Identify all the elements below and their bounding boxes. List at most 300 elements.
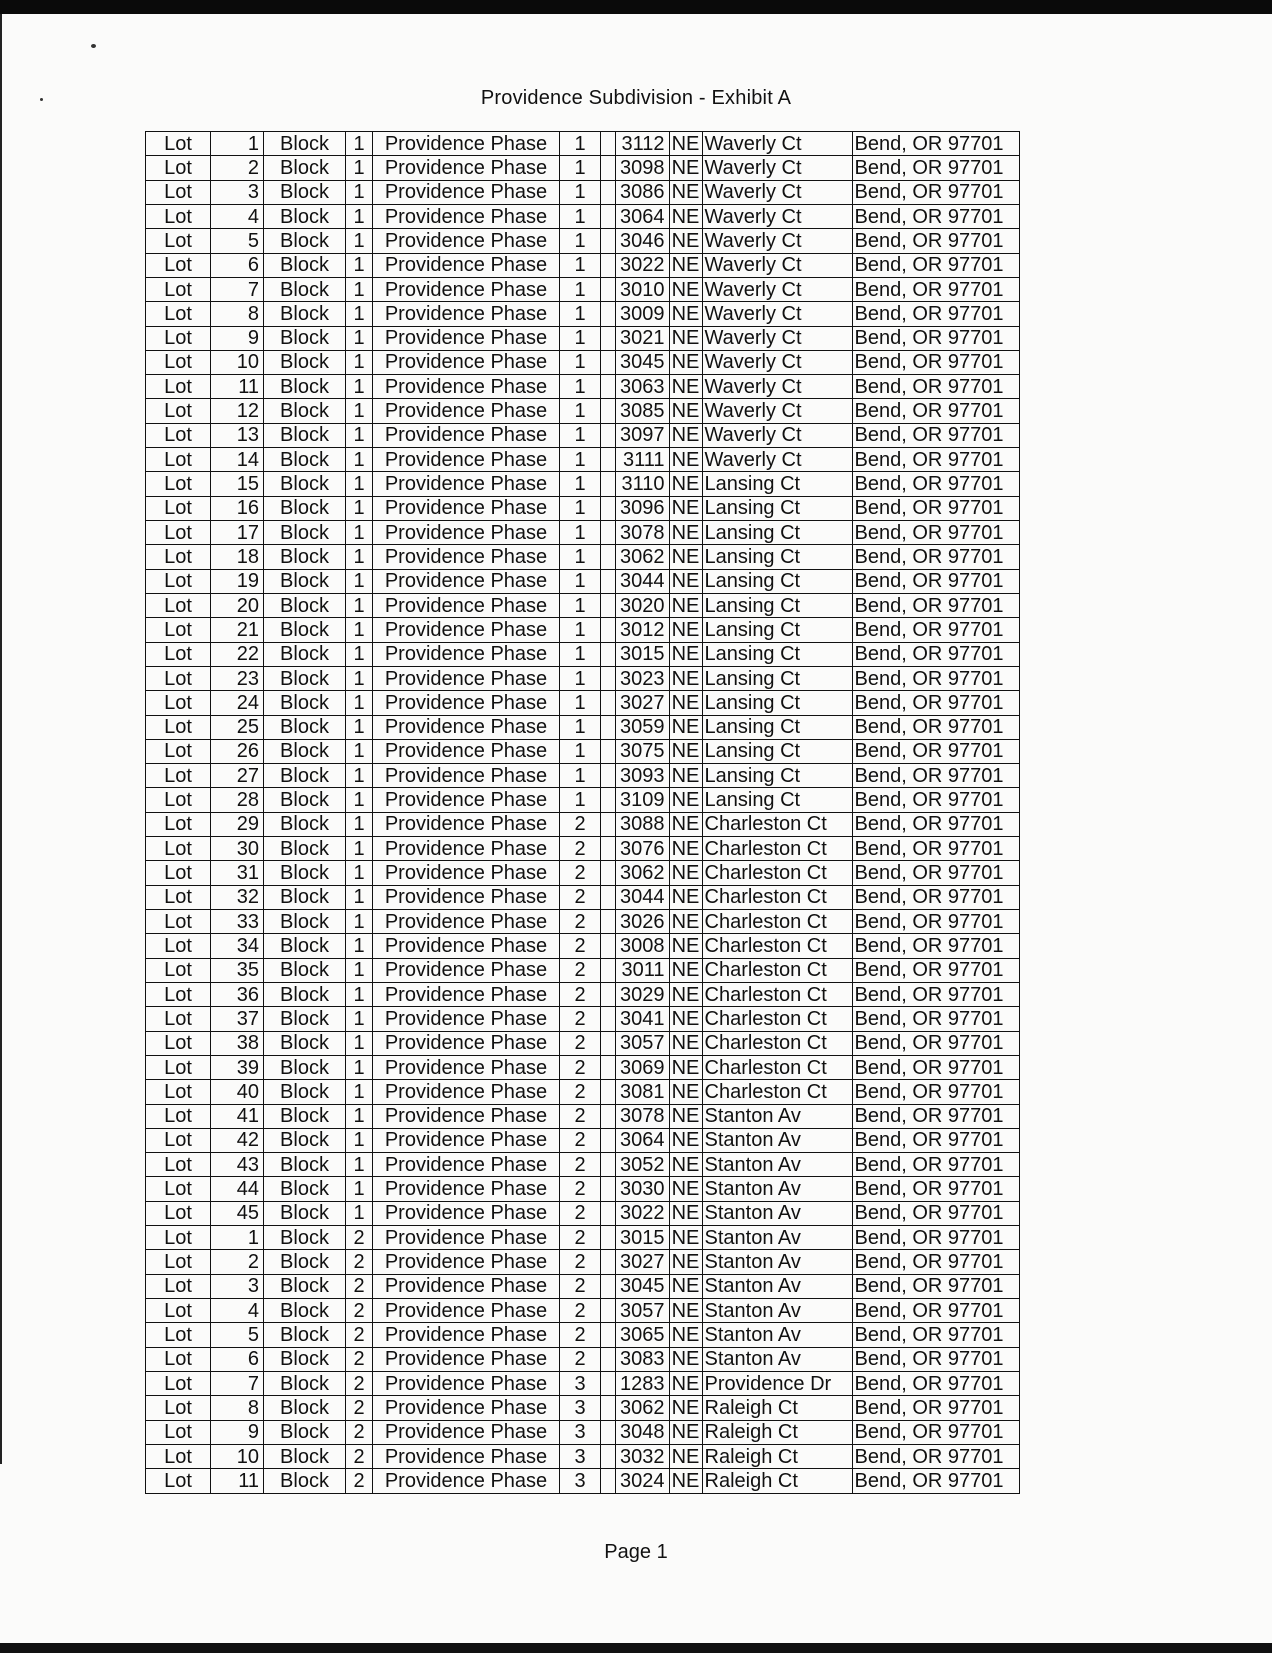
phase-label: Providence Phase bbox=[373, 1347, 560, 1371]
address-number: 3097 bbox=[616, 423, 670, 447]
table-row bbox=[146, 399, 1020, 423]
lot-label: Lot bbox=[146, 1469, 211, 1493]
street-direction: NE bbox=[669, 812, 702, 836]
street-name: Lansing Ct bbox=[702, 593, 852, 617]
street-direction: NE bbox=[669, 204, 702, 228]
address-number: 3062 bbox=[616, 861, 670, 885]
table-row bbox=[146, 593, 1020, 617]
street-name: Lansing Ct bbox=[702, 642, 852, 666]
block-number: 1 bbox=[346, 934, 373, 958]
block-number: 1 bbox=[346, 302, 373, 326]
phase-number: 2 bbox=[560, 1080, 601, 1104]
lot-label: Lot bbox=[146, 1444, 211, 1468]
lot-number: 7 bbox=[211, 277, 264, 301]
table-row bbox=[146, 423, 1020, 447]
lot-number: 18 bbox=[211, 545, 264, 569]
lot-number: 12 bbox=[211, 399, 264, 423]
block-label: Block bbox=[264, 302, 346, 326]
address-number: 3064 bbox=[616, 204, 670, 228]
lot-label: Lot bbox=[146, 472, 211, 496]
street-name: Waverly Ct bbox=[702, 229, 852, 253]
lot-number: 21 bbox=[211, 618, 264, 642]
block-number: 2 bbox=[346, 1299, 373, 1323]
city-state-zip: Bend, OR 97701 bbox=[852, 1274, 1019, 1298]
table-row bbox=[146, 132, 1020, 156]
city-state-zip: Bend, OR 97701 bbox=[852, 666, 1019, 690]
lot-label: Lot bbox=[146, 302, 211, 326]
street-direction: NE bbox=[669, 958, 702, 982]
phase-label: Providence Phase bbox=[373, 375, 560, 399]
phase-label: Providence Phase bbox=[373, 739, 560, 763]
street-direction: NE bbox=[669, 569, 702, 593]
phase-label: Providence Phase bbox=[373, 204, 560, 228]
phase-label: Providence Phase bbox=[373, 618, 560, 642]
table-row bbox=[146, 1469, 1020, 1493]
lot-label: Lot bbox=[146, 1104, 211, 1128]
phase-label: Providence Phase bbox=[373, 156, 560, 180]
empty-cell bbox=[601, 1031, 616, 1055]
document-title: Providence Subdivision - Exhibit A bbox=[480, 87, 792, 109]
block-number: 1 bbox=[346, 739, 373, 763]
phase-label: Providence Phase bbox=[373, 910, 560, 934]
table-row bbox=[146, 1250, 1020, 1274]
phase-number: 2 bbox=[560, 982, 601, 1006]
empty-cell bbox=[601, 715, 616, 739]
table-row bbox=[146, 156, 1020, 180]
empty-cell bbox=[601, 1153, 616, 1177]
phase-label: Providence Phase bbox=[373, 423, 560, 447]
street-direction: NE bbox=[669, 861, 702, 885]
empty-cell bbox=[601, 180, 616, 204]
lot-label: Lot bbox=[146, 1347, 211, 1371]
table-row bbox=[146, 180, 1020, 204]
street-direction: NE bbox=[669, 399, 702, 423]
lot-number: 10 bbox=[211, 350, 264, 374]
phase-label: Providence Phase bbox=[373, 642, 560, 666]
city-state-zip: Bend, OR 97701 bbox=[852, 861, 1019, 885]
address-number: 3011 bbox=[616, 958, 670, 982]
address-number: 3022 bbox=[616, 1201, 670, 1225]
street-name: Stanton Av bbox=[702, 1299, 852, 1323]
phase-label: Providence Phase bbox=[373, 1323, 560, 1347]
block-label: Block bbox=[264, 472, 346, 496]
phase-number: 1 bbox=[560, 715, 601, 739]
lot-number: 39 bbox=[211, 1055, 264, 1079]
lot-label: Lot bbox=[146, 1128, 211, 1152]
street-direction: NE bbox=[669, 1420, 702, 1444]
lot-number: 27 bbox=[211, 764, 264, 788]
block-number: 1 bbox=[346, 253, 373, 277]
block-number: 1 bbox=[346, 982, 373, 1006]
street-direction: NE bbox=[669, 1153, 702, 1177]
block-number: 1 bbox=[346, 521, 373, 545]
block-label: Block bbox=[264, 958, 346, 982]
phase-number: 1 bbox=[560, 399, 601, 423]
block-label: Block bbox=[264, 1371, 346, 1395]
street-name: Waverly Ct bbox=[702, 132, 852, 156]
city-state-zip: Bend, OR 97701 bbox=[852, 521, 1019, 545]
block-number: 1 bbox=[346, 1031, 373, 1055]
city-state-zip: Bend, OR 97701 bbox=[852, 204, 1019, 228]
lot-number: 26 bbox=[211, 739, 264, 763]
block-label: Block bbox=[264, 229, 346, 253]
phase-label: Providence Phase bbox=[373, 1226, 560, 1250]
phase-label: Providence Phase bbox=[373, 326, 560, 350]
address-number: 3032 bbox=[616, 1444, 670, 1468]
street-name: Raleigh Ct bbox=[702, 1444, 852, 1468]
empty-cell bbox=[601, 691, 616, 715]
phase-number: 2 bbox=[560, 1347, 601, 1371]
phase-number: 1 bbox=[560, 350, 601, 374]
block-number: 1 bbox=[346, 569, 373, 593]
lot-label: Lot bbox=[146, 1177, 211, 1201]
phase-number: 2 bbox=[560, 1031, 601, 1055]
street-name: Waverly Ct bbox=[702, 302, 852, 326]
block-label: Block bbox=[264, 350, 346, 374]
phase-label: Providence Phase bbox=[373, 350, 560, 374]
city-state-zip: Bend, OR 97701 bbox=[852, 448, 1019, 472]
lot-label: Lot bbox=[146, 326, 211, 350]
street-direction: NE bbox=[669, 326, 702, 350]
empty-cell bbox=[601, 1396, 616, 1420]
block-number: 1 bbox=[346, 1055, 373, 1079]
block-number: 1 bbox=[346, 350, 373, 374]
street-name: Stanton Av bbox=[702, 1128, 852, 1152]
scan-bottom-border bbox=[0, 1643, 1272, 1653]
phase-label: Providence Phase bbox=[373, 1055, 560, 1079]
table-row bbox=[146, 472, 1020, 496]
table-row bbox=[146, 326, 1020, 350]
lot-label: Lot bbox=[146, 1371, 211, 1395]
street-name: Waverly Ct bbox=[702, 180, 852, 204]
street-direction: NE bbox=[669, 666, 702, 690]
empty-cell bbox=[601, 642, 616, 666]
address-number: 3062 bbox=[616, 545, 670, 569]
empty-cell bbox=[601, 1104, 616, 1128]
table-row bbox=[146, 618, 1020, 642]
phase-number: 1 bbox=[560, 204, 601, 228]
lot-number: 5 bbox=[211, 1323, 264, 1347]
empty-cell bbox=[601, 1371, 616, 1395]
city-state-zip: Bend, OR 97701 bbox=[852, 1347, 1019, 1371]
street-direction: NE bbox=[669, 934, 702, 958]
address-number: 3069 bbox=[616, 1055, 670, 1079]
street-name: Waverly Ct bbox=[702, 326, 852, 350]
block-number: 1 bbox=[346, 885, 373, 909]
street-name: Waverly Ct bbox=[702, 375, 852, 399]
block-label: Block bbox=[264, 1055, 346, 1079]
street-direction: NE bbox=[669, 1226, 702, 1250]
phase-number: 2 bbox=[560, 1055, 601, 1079]
lot-label: Lot bbox=[146, 1031, 211, 1055]
address-number: 3015 bbox=[616, 1226, 670, 1250]
street-name: Stanton Av bbox=[702, 1177, 852, 1201]
table-row bbox=[146, 1226, 1020, 1250]
lot-label: Lot bbox=[146, 958, 211, 982]
street-name: Charleston Ct bbox=[702, 958, 852, 982]
address-number: 3085 bbox=[616, 399, 670, 423]
phase-number: 1 bbox=[560, 521, 601, 545]
phase-number: 3 bbox=[560, 1444, 601, 1468]
street-name: Lansing Ct bbox=[702, 715, 852, 739]
phase-number: 2 bbox=[560, 958, 601, 982]
lot-number: 10 bbox=[211, 1444, 264, 1468]
phase-label: Providence Phase bbox=[373, 958, 560, 982]
lot-label: Lot bbox=[146, 642, 211, 666]
street-name: Raleigh Ct bbox=[702, 1469, 852, 1493]
lot-label: Lot bbox=[146, 1153, 211, 1177]
lot-number: 43 bbox=[211, 1153, 264, 1177]
empty-cell bbox=[601, 1080, 616, 1104]
block-label: Block bbox=[264, 1347, 346, 1371]
lot-number: 1 bbox=[211, 132, 264, 156]
lot-label: Lot bbox=[146, 593, 211, 617]
phase-number: 1 bbox=[560, 180, 601, 204]
street-direction: NE bbox=[669, 302, 702, 326]
empty-cell bbox=[601, 1128, 616, 1152]
empty-cell bbox=[601, 910, 616, 934]
address-number: 1283 bbox=[616, 1371, 670, 1395]
scan-left-edge bbox=[0, 14, 2, 1464]
table-row bbox=[146, 837, 1020, 861]
block-label: Block bbox=[264, 691, 346, 715]
street-direction: NE bbox=[669, 1055, 702, 1079]
lot-label: Lot bbox=[146, 691, 211, 715]
city-state-zip: Bend, OR 97701 bbox=[852, 1104, 1019, 1128]
city-state-zip: Bend, OR 97701 bbox=[852, 934, 1019, 958]
city-state-zip: Bend, OR 97701 bbox=[852, 691, 1019, 715]
street-direction: NE bbox=[669, 229, 702, 253]
lot-label: Lot bbox=[146, 812, 211, 836]
block-number: 1 bbox=[346, 1201, 373, 1225]
phase-label: Providence Phase bbox=[373, 666, 560, 690]
city-state-zip: Bend, OR 97701 bbox=[852, 1420, 1019, 1444]
address-number: 3078 bbox=[616, 521, 670, 545]
address-number: 3057 bbox=[616, 1299, 670, 1323]
street-direction: NE bbox=[669, 1080, 702, 1104]
block-number: 2 bbox=[346, 1420, 373, 1444]
street-name: Stanton Av bbox=[702, 1347, 852, 1371]
lot-number: 19 bbox=[211, 569, 264, 593]
address-number: 3111 bbox=[616, 448, 670, 472]
street-direction: NE bbox=[669, 1104, 702, 1128]
lot-number: 6 bbox=[211, 253, 264, 277]
block-number: 1 bbox=[346, 691, 373, 715]
empty-cell bbox=[601, 1347, 616, 1371]
lot-number: 8 bbox=[211, 302, 264, 326]
address-number: 3052 bbox=[616, 1153, 670, 1177]
block-number: 1 bbox=[346, 180, 373, 204]
city-state-zip: Bend, OR 97701 bbox=[852, 715, 1019, 739]
empty-cell bbox=[601, 423, 616, 447]
city-state-zip: Bend, OR 97701 bbox=[852, 1007, 1019, 1031]
street-direction: NE bbox=[669, 885, 702, 909]
lot-number: 13 bbox=[211, 423, 264, 447]
block-number: 1 bbox=[346, 132, 373, 156]
phase-label: Providence Phase bbox=[373, 1007, 560, 1031]
phase-number: 2 bbox=[560, 1250, 601, 1274]
address-number: 3086 bbox=[616, 180, 670, 204]
lot-label: Lot bbox=[146, 375, 211, 399]
empty-cell bbox=[601, 521, 616, 545]
block-number: 1 bbox=[346, 1153, 373, 1177]
block-label: Block bbox=[264, 1007, 346, 1031]
city-state-zip: Bend, OR 97701 bbox=[852, 399, 1019, 423]
street-name: Charleston Ct bbox=[702, 1080, 852, 1104]
block-label: Block bbox=[264, 1080, 346, 1104]
table-row bbox=[146, 1396, 1020, 1420]
lot-label: Lot bbox=[146, 1226, 211, 1250]
city-state-zip: Bend, OR 97701 bbox=[852, 1469, 1019, 1493]
lot-number: 8 bbox=[211, 1396, 264, 1420]
block-number: 2 bbox=[346, 1469, 373, 1493]
block-number: 1 bbox=[346, 666, 373, 690]
phase-label: Providence Phase bbox=[373, 1031, 560, 1055]
block-number: 2 bbox=[346, 1444, 373, 1468]
phase-number: 1 bbox=[560, 132, 601, 156]
block-number: 1 bbox=[346, 204, 373, 228]
phase-label: Providence Phase bbox=[373, 1420, 560, 1444]
address-number: 3027 bbox=[616, 1250, 670, 1274]
phase-label: Providence Phase bbox=[373, 277, 560, 301]
lot-number: 28 bbox=[211, 788, 264, 812]
city-state-zip: Bend, OR 97701 bbox=[852, 1371, 1019, 1395]
lot-label: Lot bbox=[146, 861, 211, 885]
city-state-zip: Bend, OR 97701 bbox=[852, 1444, 1019, 1468]
block-number: 2 bbox=[346, 1323, 373, 1347]
address-number: 3009 bbox=[616, 302, 670, 326]
empty-cell bbox=[601, 982, 616, 1006]
address-number: 3044 bbox=[616, 569, 670, 593]
block-number: 1 bbox=[346, 156, 373, 180]
street-direction: NE bbox=[669, 253, 702, 277]
street-name: Stanton Av bbox=[702, 1274, 852, 1298]
phase-number: 1 bbox=[560, 739, 601, 763]
lot-number: 42 bbox=[211, 1128, 264, 1152]
phase-label: Providence Phase bbox=[373, 861, 560, 885]
address-number: 3109 bbox=[616, 788, 670, 812]
address-number: 3081 bbox=[616, 1080, 670, 1104]
lot-label: Lot bbox=[146, 1420, 211, 1444]
street-direction: NE bbox=[669, 618, 702, 642]
empty-cell bbox=[601, 593, 616, 617]
block-number: 2 bbox=[346, 1347, 373, 1371]
address-number: 3027 bbox=[616, 691, 670, 715]
street-name: Charleston Ct bbox=[702, 982, 852, 1006]
city-state-zip: Bend, OR 97701 bbox=[852, 1177, 1019, 1201]
lot-table-body bbox=[146, 132, 1020, 1494]
block-label: Block bbox=[264, 569, 346, 593]
block-number: 2 bbox=[346, 1250, 373, 1274]
empty-cell bbox=[601, 1055, 616, 1079]
block-label: Block bbox=[264, 277, 346, 301]
table-row bbox=[146, 715, 1020, 739]
phase-number: 3 bbox=[560, 1469, 601, 1493]
lot-label: Lot bbox=[146, 132, 211, 156]
lot-label: Lot bbox=[146, 253, 211, 277]
lot-label: Lot bbox=[146, 1007, 211, 1031]
phase-number: 2 bbox=[560, 812, 601, 836]
street-name: Stanton Av bbox=[702, 1153, 852, 1177]
street-name: Lansing Ct bbox=[702, 545, 852, 569]
table-row bbox=[146, 1201, 1020, 1225]
lot-label: Lot bbox=[146, 934, 211, 958]
block-number: 2 bbox=[346, 1274, 373, 1298]
phase-number: 1 bbox=[560, 593, 601, 617]
street-name: Charleston Ct bbox=[702, 812, 852, 836]
block-number: 1 bbox=[346, 1007, 373, 1031]
scan-top-border bbox=[0, 0, 1272, 14]
block-label: Block bbox=[264, 934, 346, 958]
block-number: 1 bbox=[346, 837, 373, 861]
lot-label: Lot bbox=[146, 545, 211, 569]
lot-label: Lot bbox=[146, 618, 211, 642]
table-row bbox=[146, 1444, 1020, 1468]
block-number: 1 bbox=[346, 764, 373, 788]
phase-number: 2 bbox=[560, 861, 601, 885]
lot-table bbox=[145, 131, 1020, 1494]
empty-cell bbox=[601, 350, 616, 374]
block-label: Block bbox=[264, 253, 346, 277]
phase-label: Providence Phase bbox=[373, 715, 560, 739]
lot-label: Lot bbox=[146, 1299, 211, 1323]
city-state-zip: Bend, OR 97701 bbox=[852, 788, 1019, 812]
block-label: Block bbox=[264, 180, 346, 204]
lot-number: 9 bbox=[211, 1420, 264, 1444]
phase-number: 2 bbox=[560, 1128, 601, 1152]
lot-number: 24 bbox=[211, 691, 264, 715]
street-direction: NE bbox=[669, 715, 702, 739]
city-state-zip: Bend, OR 97701 bbox=[852, 496, 1019, 520]
street-name: Charleston Ct bbox=[702, 837, 852, 861]
table-row bbox=[146, 1080, 1020, 1104]
phase-label: Providence Phase bbox=[373, 1299, 560, 1323]
phase-number: 1 bbox=[560, 277, 601, 301]
phase-label: Providence Phase bbox=[373, 521, 560, 545]
address-number: 3083 bbox=[616, 1347, 670, 1371]
address-number: 3096 bbox=[616, 496, 670, 520]
table-row bbox=[146, 764, 1020, 788]
table-row bbox=[146, 253, 1020, 277]
city-state-zip: Bend, OR 97701 bbox=[852, 1299, 1019, 1323]
block-number: 1 bbox=[346, 812, 373, 836]
address-number: 3020 bbox=[616, 593, 670, 617]
lot-number: 35 bbox=[211, 958, 264, 982]
block-number: 1 bbox=[346, 545, 373, 569]
phase-number: 2 bbox=[560, 1104, 601, 1128]
street-name: Waverly Ct bbox=[702, 448, 852, 472]
lot-number: 15 bbox=[211, 472, 264, 496]
address-number: 3112 bbox=[616, 132, 670, 156]
lot-number: 44 bbox=[211, 1177, 264, 1201]
lot-label: Lot bbox=[146, 910, 211, 934]
street-name: Stanton Av bbox=[702, 1201, 852, 1225]
empty-cell bbox=[601, 277, 616, 301]
street-name: Charleston Ct bbox=[702, 1031, 852, 1055]
address-number: 3008 bbox=[616, 934, 670, 958]
lot-label: Lot bbox=[146, 1274, 211, 1298]
table-row bbox=[146, 739, 1020, 763]
table-row bbox=[146, 1031, 1020, 1055]
street-name: Lansing Ct bbox=[702, 569, 852, 593]
street-name: Stanton Av bbox=[702, 1226, 852, 1250]
street-direction: NE bbox=[669, 132, 702, 156]
phase-label: Providence Phase bbox=[373, 982, 560, 1006]
empty-cell bbox=[601, 1444, 616, 1468]
block-label: Block bbox=[264, 423, 346, 447]
lot-label: Lot bbox=[146, 156, 211, 180]
street-name: Stanton Av bbox=[702, 1323, 852, 1347]
